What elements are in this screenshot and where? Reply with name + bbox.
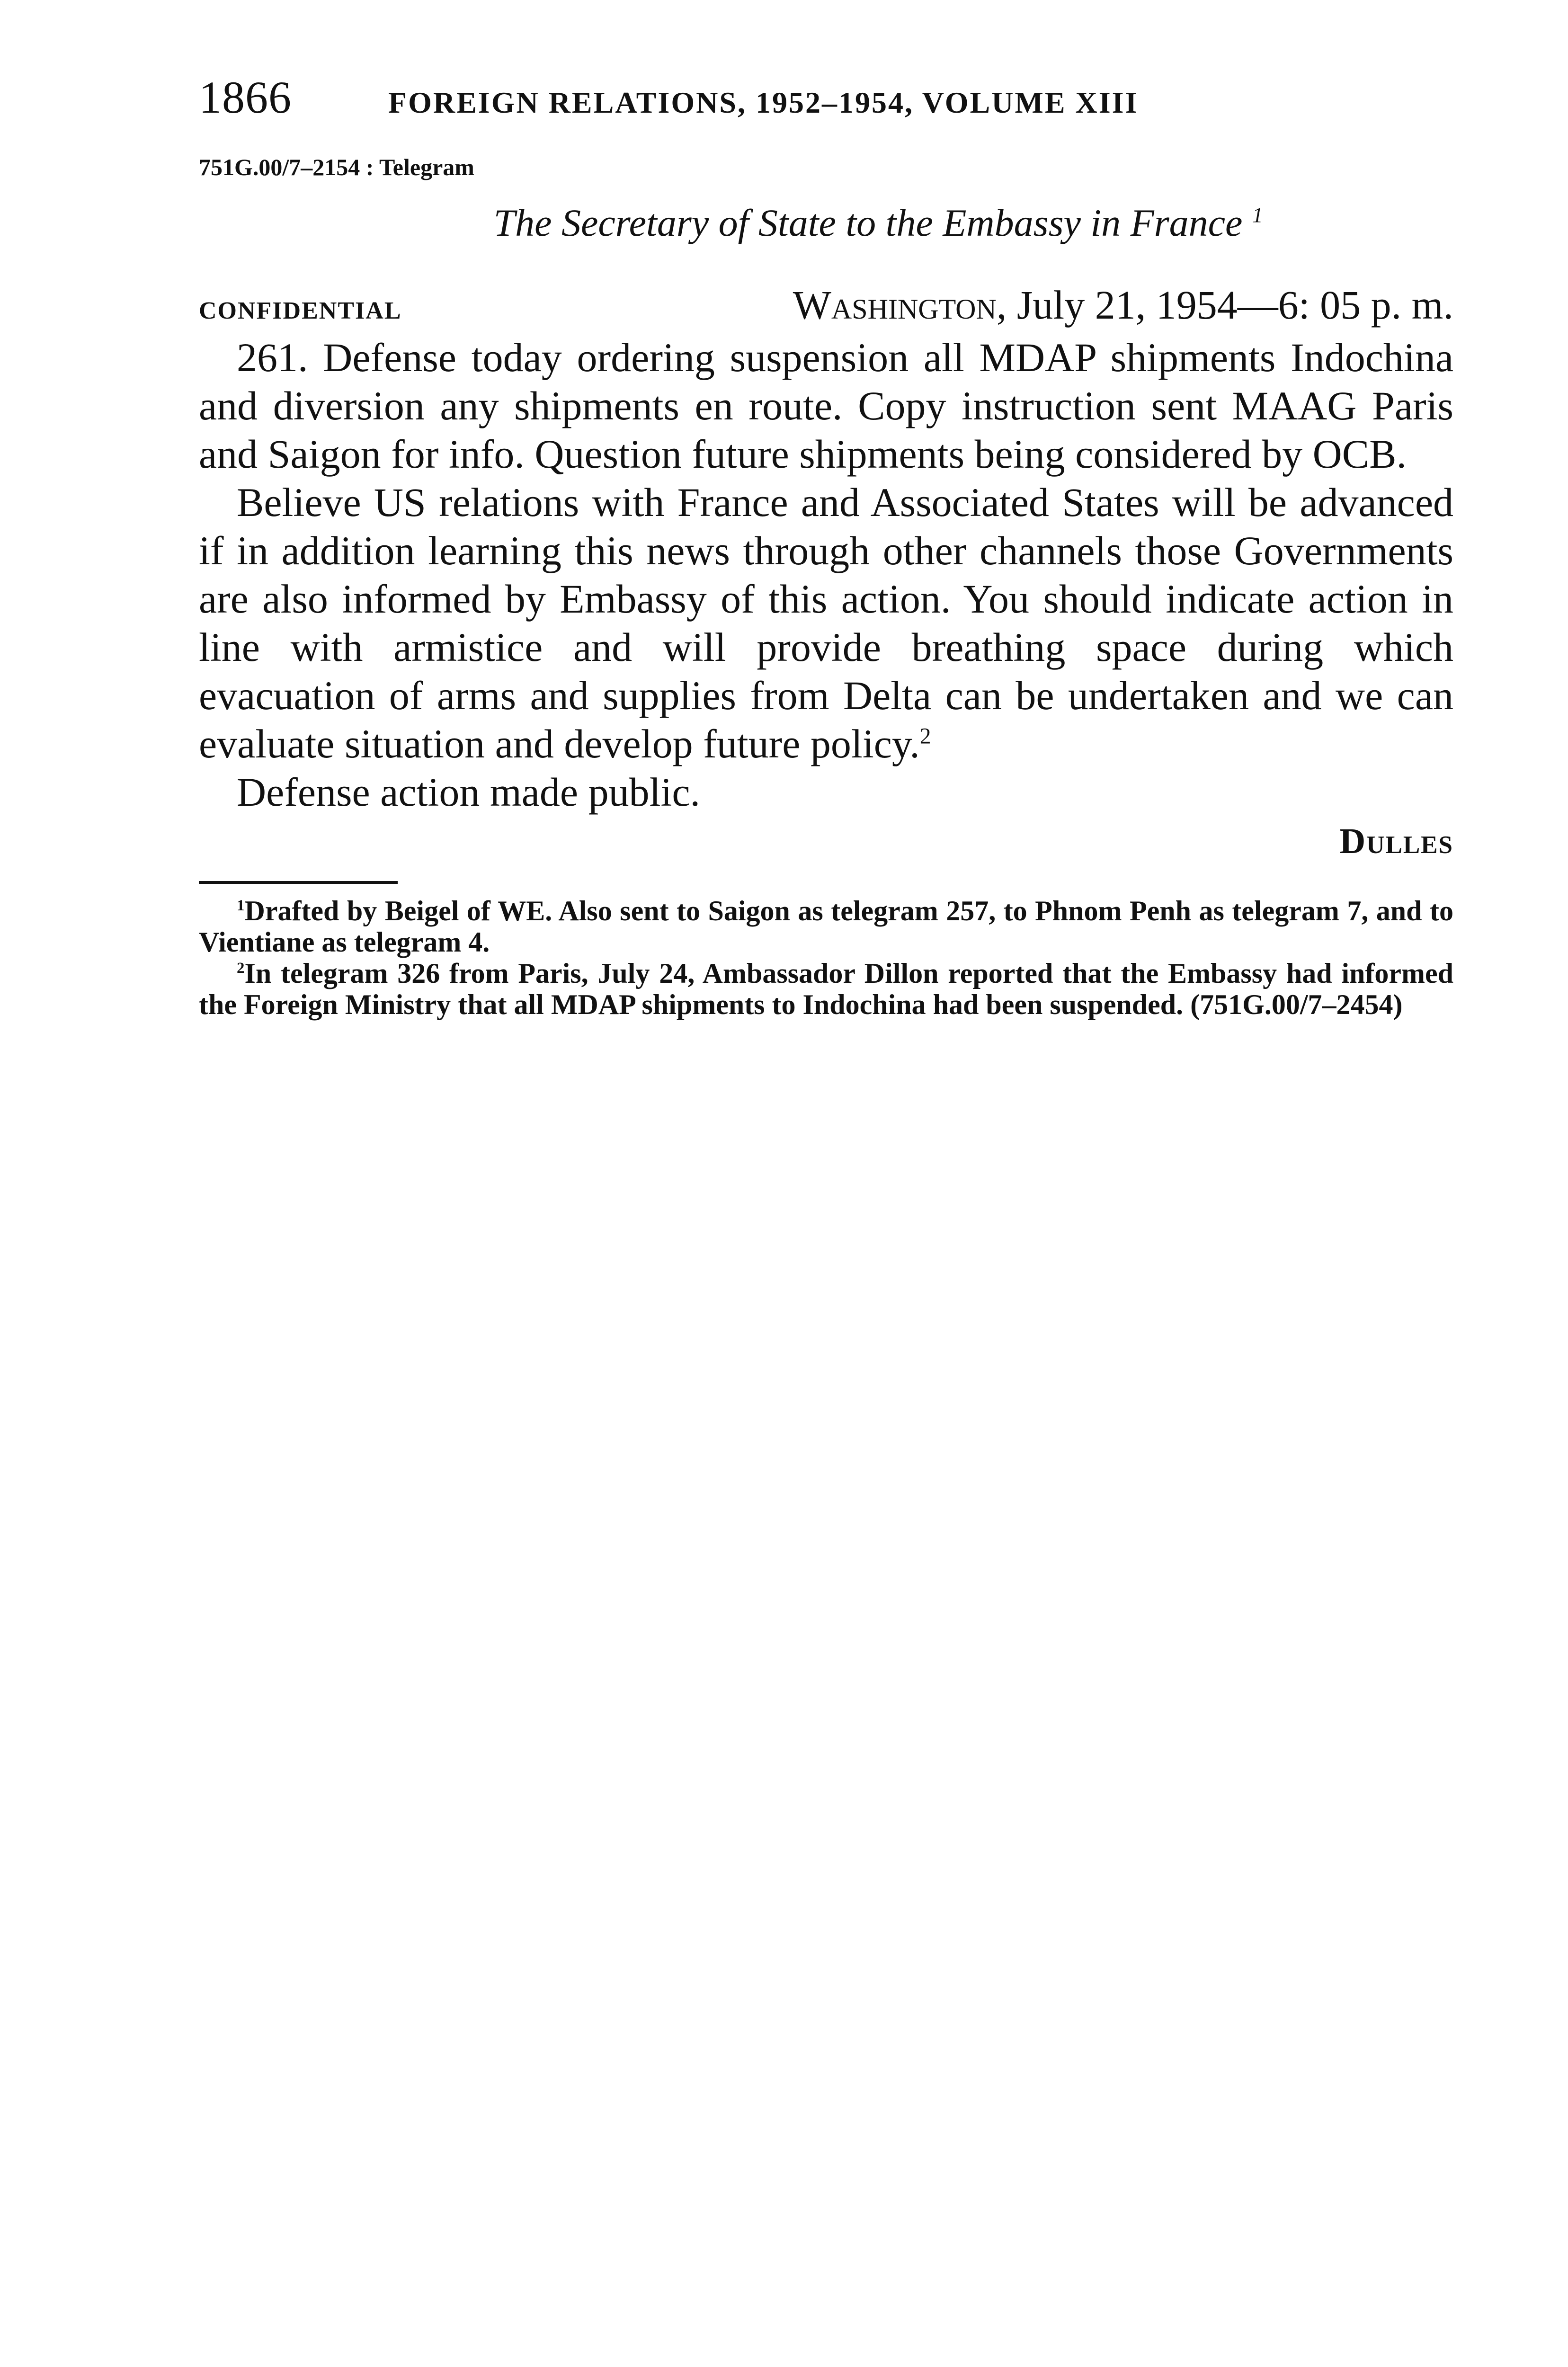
document-title — [199, 201, 1453, 272]
footnote-text: Drafted by Beigel of WE. Also sent to Saigon as telegram 257, to Phnom Penh as telegram 7, and to Vientiane as telegram 4. — [199, 895, 1453, 958]
footnote-number: 2 — [237, 960, 245, 977]
body-paragraph — [199, 478, 1453, 768]
footnote-text: In telegram 326 from Paris, July 24, Ambassador Dillon reported that the Embassy had informed the Foreign Ministry that all MDAP shipments to Indochina had been suspended. (751G.00/7–2454) — [199, 958, 1453, 1020]
body-paragraph-text: Believe US relations with France and Associated States will be advanced if in addition learning this news through other channels those Governments are also informed by Embassy of this action. You should indicate action in line with armistice and will provide breathing space during which evacuation of arms and supplies from Delta can be undertaken and we can evaluate situation and develop future policy. — [199, 480, 1453, 766]
dateline-date: July 21, 1954—6: 05 p. m. — [1016, 282, 1453, 328]
footnote — [199, 895, 1453, 958]
body-paragraph: 261. Defense today ordering suspension all MDAP shipments Indochina and diversion any shipments en route. Copy instruction sent MAAG Paris and Saigon for info. Question future shipments being considered by OCB. — [199, 335, 1453, 477]
dateline — [793, 281, 1453, 329]
page-number: 1866 — [199, 72, 292, 123]
signature: Dulles — [1339, 821, 1453, 861]
telegram-body — [199, 333, 1453, 816]
dateline-place: Washington, — [793, 282, 1007, 328]
footnote-divider — [199, 881, 398, 884]
footnote-mark: 2 — [919, 724, 931, 749]
running-header — [199, 71, 1453, 142]
footnote — [199, 958, 1453, 1020]
classification-label: CONFIDENTIAL — [199, 297, 402, 324]
footnote-mark: 1 — [1252, 203, 1263, 227]
document-title-text: The Secretary of State to the Embassy in France — [493, 201, 1243, 244]
footnotes — [199, 895, 1453, 1020]
file-reference: 751G.00/7–2154 : Telegram — [199, 154, 474, 180]
footnote-number: 1 — [237, 897, 245, 914]
running-title: FOREIGN RELATIONS, 1952–1954, VOLUME XIII — [388, 86, 1139, 119]
classification-dateline — [199, 281, 1453, 333]
document-page — [199, 71, 1453, 1020]
body-paragraph: Defense action made public. — [237, 769, 701, 815]
